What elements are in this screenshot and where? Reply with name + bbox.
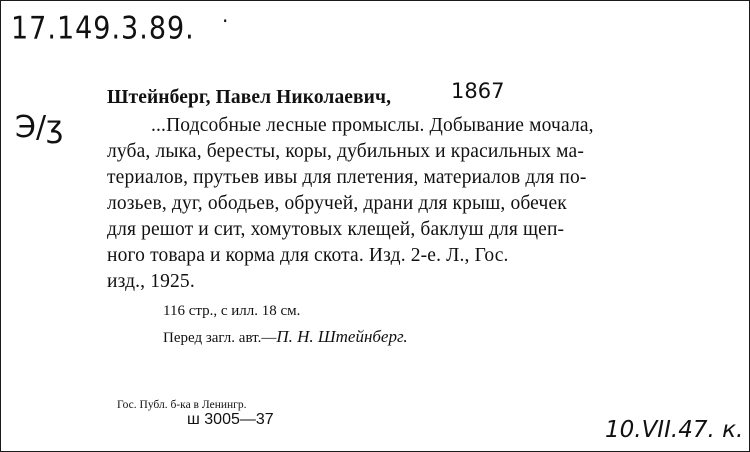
author-birth-year: 1867 [451,79,505,103]
description-line: лозьев, дуг, ободьев, обручей, драни для крыш, обечек [107,193,567,214]
description-line: изд., 1925. [107,271,195,292]
handwritten-side-mark: Э/ӡ [15,110,64,145]
description-line: териалов, прутьев ивы для плетения, материалов для по- [107,167,587,188]
library-stamp: Гос. Публ. б-ка в Ленингр. [117,399,247,411]
description-line: ного товара и корма для скота. Изд. 2-е. Л., Гос. [107,245,509,266]
author-note [163,327,408,347]
description-line: ...Подсобные лесные промыслы. Добывание мочала, [151,115,594,136]
description-line: для решот и сит, хомутовых клещей, баклуш для щеп- [107,219,565,240]
description-line: луба, лыка, бересты, коры, дубильных и красильных ма- [107,141,584,162]
note-author: П. Н. Штейнберг. [276,327,408,346]
call-number-dot: · [222,9,229,33]
call-number: 17.149.3.89. [11,11,195,47]
author-heading: Штейнберг, Павел Николаевич, [107,87,392,108]
pages-info: 116 стр., с илл. 18 см. [163,303,301,319]
note-prefix: Перед загл. авт.— [163,330,277,346]
library-code: ш 3005—37 [187,411,274,428]
inventory-date: 10.VII.47. к. [605,417,744,443]
